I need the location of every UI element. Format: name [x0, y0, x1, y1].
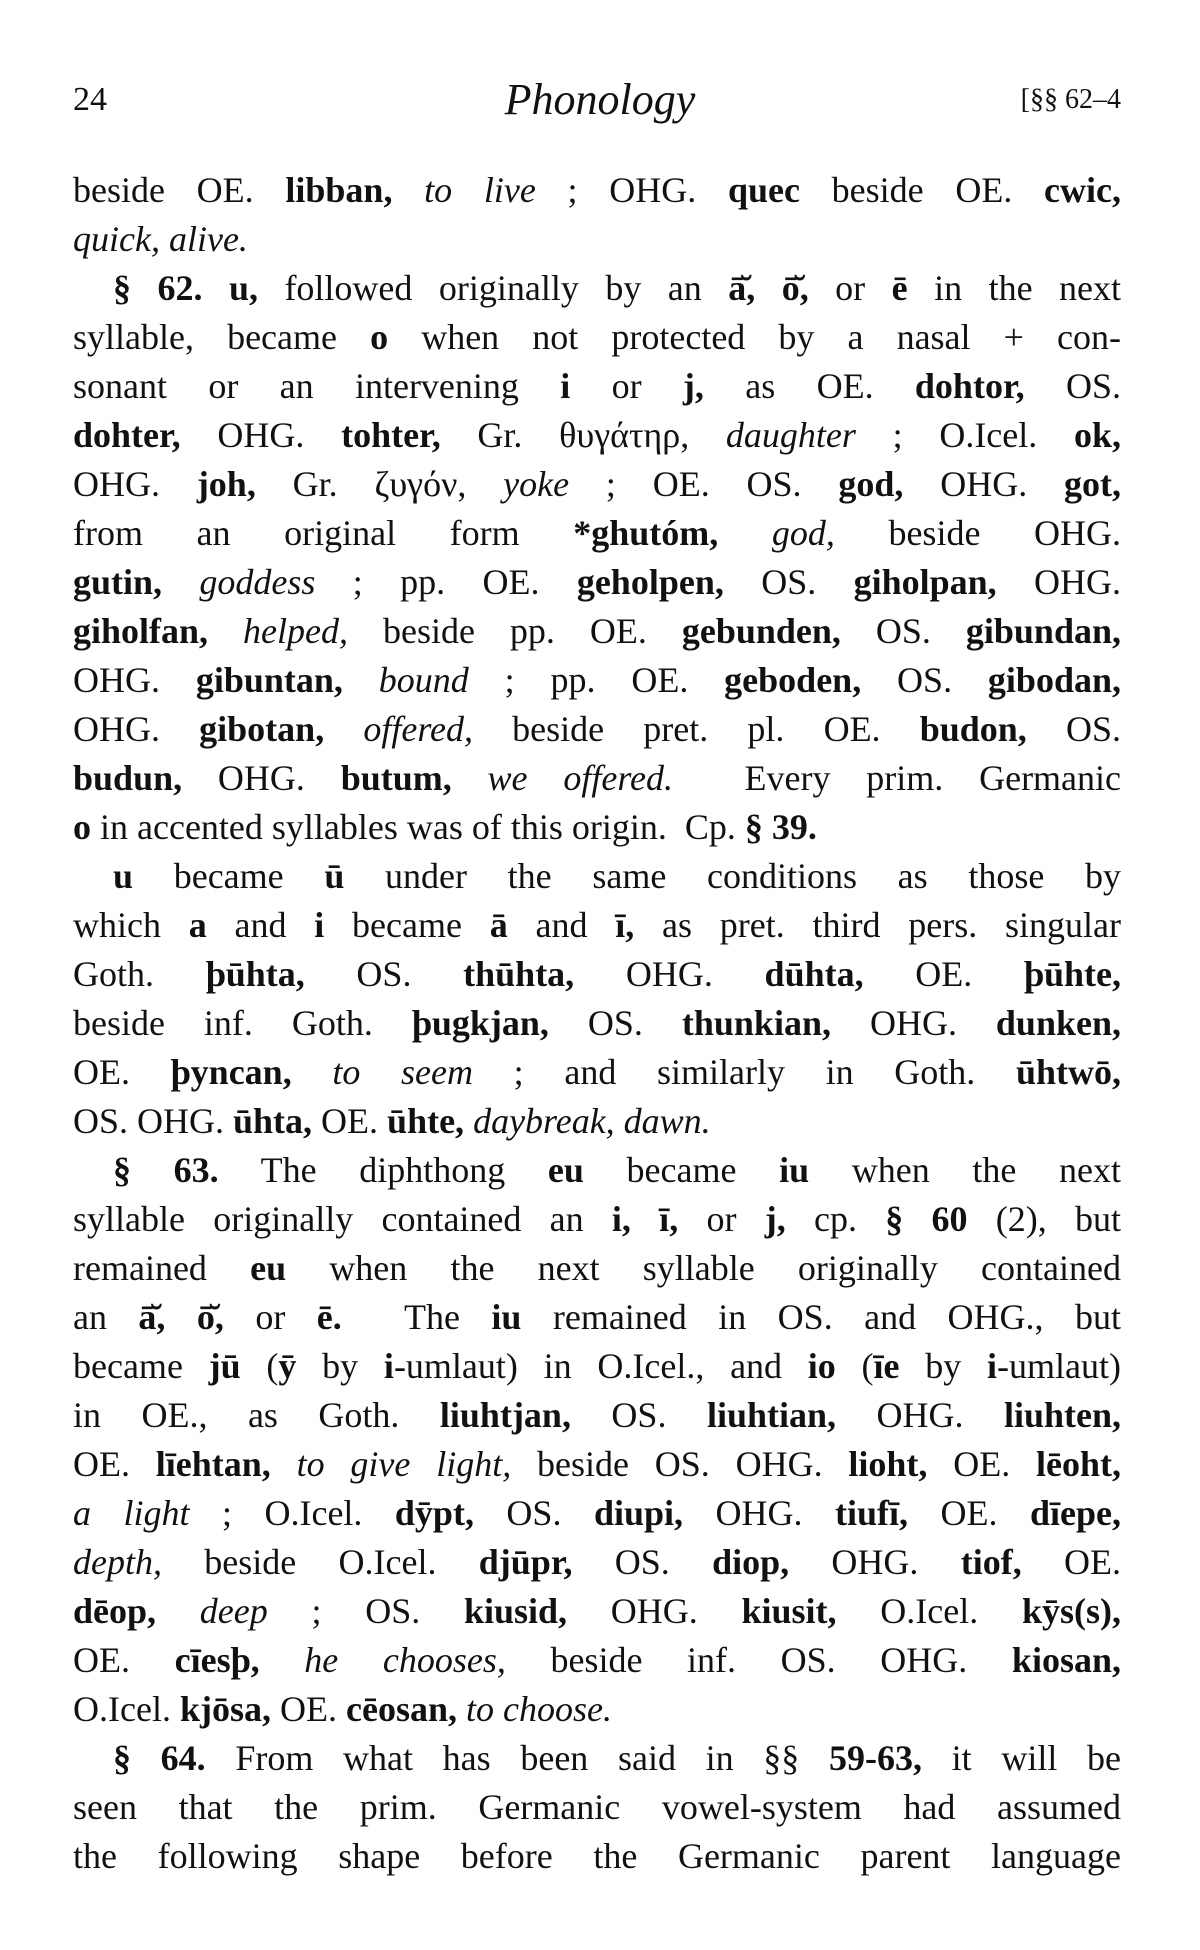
text-run: The: [341, 1297, 492, 1337]
text-run: OHG.: [830, 1003, 996, 1043]
text-line-content: [73, 215, 248, 264]
bold-term: geholpen,: [576, 562, 724, 602]
bold-term: dīepe,: [1029, 1493, 1121, 1533]
text-line: [73, 754, 1121, 803]
bold-term: got,: [1064, 464, 1122, 504]
bold-term: butum,: [340, 758, 452, 798]
bold-term: iu: [779, 1150, 810, 1190]
italic-gloss: god,: [771, 513, 835, 553]
text-run: OS.: [572, 1542, 713, 1582]
text-line-content: [73, 1538, 1121, 1587]
text-run: beside OS. OHG.: [511, 1444, 849, 1484]
text-run: OE.: [908, 1493, 1030, 1533]
bold-term: īe: [873, 1346, 900, 1386]
bold-term: § 60: [885, 1199, 968, 1239]
text-line: [73, 1734, 1121, 1783]
text-run: OHG.: [836, 1395, 1004, 1435]
text-run: [156, 1591, 200, 1631]
text-run: when the next: [809, 1150, 1122, 1190]
text-run: it will be: [921, 1738, 1121, 1778]
text-line-content: [73, 1342, 1121, 1391]
bold-term: o: [370, 317, 389, 357]
text-line-content: [73, 705, 1121, 754]
text-run: OS.: [1024, 366, 1121, 406]
text-line: [73, 558, 1121, 607]
text-run: sonant or an intervening: [73, 366, 561, 406]
bold-term: cēosan,: [345, 1689, 457, 1729]
text-run: seen that the prim. Germanic vowel-system had assumed: [73, 1787, 1121, 1827]
italic-gloss: to seem: [332, 1052, 474, 1092]
bold-term: § 63.: [113, 1150, 219, 1190]
text-run: O.Icel.: [73, 1689, 180, 1729]
bold-term: j,: [682, 366, 704, 406]
text-line-content: [73, 362, 1121, 411]
text-line-content: [73, 313, 1121, 362]
text-run: OE.: [312, 1101, 388, 1141]
text-run: OHG.: [180, 415, 342, 455]
text-line: [73, 999, 1121, 1048]
italic-gloss: helped,: [243, 611, 348, 651]
text-line-content: [73, 803, 817, 852]
text-run: in OE., as Goth.: [73, 1395, 440, 1435]
text-line-content: [113, 264, 1121, 313]
text-run: Every prim. Germanic: [672, 758, 1122, 798]
text-line-content: [113, 852, 1121, 901]
text-run: OS.: [570, 1395, 707, 1435]
text-run: -umlaut): [997, 1346, 1122, 1386]
text-line-content: [73, 1244, 1121, 1293]
text-line: [73, 1636, 1121, 1685]
text-line: [73, 705, 1121, 754]
text-line-content: [73, 1636, 1121, 1685]
bold-term: dohtor,: [914, 366, 1025, 406]
bold-term: u: [113, 856, 134, 896]
text-run: or: [808, 268, 892, 308]
text-run: OE.: [270, 1689, 346, 1729]
italic-gloss: daughter: [725, 415, 856, 455]
text-line-content: [113, 1734, 1121, 1783]
bold-term: dēop,: [73, 1591, 157, 1631]
bold-term: j,: [764, 1199, 786, 1239]
text-run: OE.: [73, 1640, 175, 1680]
text-run: ; pp. OE.: [468, 660, 725, 700]
bold-term: diupi,: [593, 1493, 684, 1533]
text-line: [73, 362, 1121, 411]
text-line: [73, 1783, 1121, 1832]
text-run: under the same conditions as those by: [344, 856, 1121, 896]
bold-term: kiosan,: [1011, 1640, 1121, 1680]
text-run: beside O.Icel.: [161, 1542, 479, 1582]
text-line: [73, 1293, 1121, 1342]
text-run: OHG.: [182, 758, 341, 798]
text-line-content: [73, 901, 1121, 950]
text-run: as pret. third pers. singular: [634, 905, 1121, 945]
italic-gloss: depth,: [73, 1542, 162, 1582]
italic-gloss: daybreak, dawn.: [473, 1101, 711, 1141]
bold-term: budon,: [919, 709, 1027, 749]
bold-term: § 62. u,: [113, 268, 258, 308]
text-run: OS.: [861, 660, 988, 700]
italic-gloss: to choose.: [465, 1689, 612, 1729]
italic-gloss: to live: [424, 170, 536, 210]
bold-term: ā̆, ō̆,: [138, 1297, 224, 1337]
bold-term: iu: [491, 1297, 522, 1337]
bold-term: *ghutóm,: [573, 513, 719, 553]
text-line: [73, 1587, 1121, 1636]
text-line-content: [73, 166, 1121, 215]
text-line: [73, 1538, 1121, 1587]
text-line: [73, 852, 1121, 901]
text-run: [343, 660, 379, 700]
bold-term: o: [73, 807, 91, 847]
text-run: OS. OHG.: [73, 1101, 234, 1141]
bold-term: giholpan,: [853, 562, 997, 602]
text-line: [73, 1685, 1121, 1734]
text-run: [452, 758, 488, 798]
text-run: [718, 513, 772, 553]
text-run: OS.: [473, 1493, 594, 1533]
text-run: became: [73, 1346, 209, 1386]
text-run: from an original form: [73, 513, 574, 553]
text-line: [73, 1244, 1121, 1293]
text-run: in accented syllables was of this origin. Cp.: [91, 807, 745, 847]
text-run: became: [324, 905, 490, 945]
italic-gloss: goddess: [199, 562, 316, 602]
text-run: beside inf. Goth.: [73, 1003, 412, 1043]
text-line-content: [73, 411, 1121, 460]
bold-term: eu: [547, 1150, 584, 1190]
text-run: became: [133, 856, 325, 896]
text-run: when not protected by a nasal + con-: [388, 317, 1122, 357]
text-line: [73, 950, 1121, 999]
text-run: The diphthong: [218, 1150, 548, 1190]
text-line-content: [73, 656, 1121, 705]
text-line: [73, 313, 1121, 362]
text-line-content: [73, 1195, 1121, 1244]
text-run: beside OE.: [73, 170, 286, 210]
text-line-content: [73, 1391, 1121, 1440]
bold-term: i: [560, 366, 571, 406]
text-line: [73, 1832, 1121, 1881]
text-run: [260, 1640, 305, 1680]
text-line-content: [73, 558, 1121, 607]
text-run: OHG.: [683, 1493, 835, 1533]
bold-term: joh,: [196, 464, 256, 504]
text-run: [208, 611, 243, 651]
bold-term: ē: [891, 268, 908, 308]
text-line-content: [73, 999, 1121, 1048]
text-run: and: [206, 905, 315, 945]
text-line-content: [73, 509, 1121, 558]
text-run: remained in OS. and OHG., but: [521, 1297, 1121, 1337]
bold-term: i: [987, 1346, 998, 1386]
text-run: the following shape before the Germanic parent language: [73, 1836, 1121, 1876]
bold-term: kiusid,: [463, 1591, 568, 1631]
text-run: beside OE.: [799, 170, 1045, 210]
text-line-content: [73, 754, 1121, 803]
bold-term: liuhtjan,: [439, 1395, 571, 1435]
bold-term: god,: [838, 464, 904, 504]
text-run: ; and similarly in Goth.: [473, 1052, 1016, 1092]
bold-term: libban,: [285, 170, 393, 210]
bold-term: gutin,: [73, 562, 163, 602]
text-run: (: [835, 1346, 874, 1386]
bold-term: jū: [208, 1346, 241, 1386]
text-run: syllable originally contained an: [73, 1199, 612, 1239]
text-run: OHG.: [73, 464, 197, 504]
text-run: ; O.Icel.: [189, 1493, 395, 1533]
text-run: [292, 1052, 333, 1092]
bold-term: þyncan,: [170, 1052, 292, 1092]
bold-term: ū: [324, 856, 345, 896]
text-run: cp.: [785, 1199, 886, 1239]
text-run: OHG.: [903, 464, 1065, 504]
bold-term: tohter,: [341, 415, 441, 455]
text-line-content: [113, 1146, 1121, 1195]
text-run: beside pret. pl. OE.: [473, 709, 920, 749]
bold-term: cwic,: [1044, 170, 1122, 210]
bold-term: dūhta,: [764, 954, 864, 994]
bold-term: þūhte,: [1023, 954, 1121, 994]
bold-term: ī,: [615, 905, 635, 945]
text-run: OE.: [73, 1444, 156, 1484]
bold-term: 59-63,: [828, 1738, 922, 1778]
body-text: [73, 166, 1121, 1881]
bold-term: io: [807, 1346, 836, 1386]
text-run: OS.: [548, 1003, 682, 1043]
bold-term: līehtan,: [155, 1444, 271, 1484]
text-run: Gr. ζυγόν,: [255, 464, 504, 504]
text-run: [271, 1444, 297, 1484]
text-line-content: [73, 950, 1121, 999]
text-run: when the next syllable originally contained: [286, 1248, 1121, 1288]
text-run: ; OHG.: [535, 170, 728, 210]
text-line: [73, 1342, 1121, 1391]
bold-term: i: [383, 1346, 394, 1386]
text-run: OHG.: [574, 954, 765, 994]
bold-term: liuhten,: [1003, 1395, 1121, 1435]
text-line-content: [73, 1293, 1121, 1342]
bold-term: § 64.: [113, 1738, 206, 1778]
bold-term: tiof,: [960, 1542, 1022, 1582]
text-line: [73, 656, 1121, 705]
text-run: OE.: [863, 954, 1024, 994]
bold-term: ūhte,: [387, 1101, 465, 1141]
bold-term: lēoht,: [1036, 1444, 1122, 1484]
bold-term: lioht,: [848, 1444, 928, 1484]
bold-term: ok,: [1073, 415, 1121, 455]
text-line-content: [73, 1440, 1121, 1489]
text-run: OHG.: [73, 709, 200, 749]
text-run: by: [899, 1346, 988, 1386]
bold-term: kiusit,: [741, 1591, 837, 1631]
text-run: as OE.: [703, 366, 915, 406]
bold-term: gebunden,: [681, 611, 841, 651]
bold-term: i: [314, 905, 325, 945]
text-run: OS.: [1026, 709, 1121, 749]
text-line-content: [73, 1685, 612, 1734]
text-line-content: [73, 1587, 1121, 1636]
bold-term: ūhta,: [233, 1101, 313, 1141]
bold-term: i, ī,: [611, 1199, 679, 1239]
bold-term: gibotan,: [199, 709, 325, 749]
bold-term: thūhta,: [463, 954, 575, 994]
text-run: an: [73, 1297, 139, 1337]
bold-term: þūhta,: [205, 954, 305, 994]
text-run: [324, 709, 363, 749]
italic-gloss: a light: [73, 1493, 190, 1533]
bold-term: ā̆, ō̆,: [728, 268, 809, 308]
text-run: OS.: [304, 954, 464, 994]
text-run: [392, 170, 424, 210]
text-run: Goth.: [73, 954, 206, 994]
italic-gloss: bound: [378, 660, 469, 700]
bold-term: ȳ: [278, 1346, 297, 1386]
bold-term: gibodan,: [987, 660, 1121, 700]
text-run: remained: [73, 1248, 251, 1288]
text-line: [73, 1097, 1121, 1146]
text-run: Gr. θυγάτηρ,: [440, 415, 726, 455]
text-run: (: [240, 1346, 279, 1386]
bold-term: dȳpt,: [394, 1493, 474, 1533]
text-line: [73, 215, 1121, 264]
italic-gloss: we offered.: [487, 758, 673, 798]
bold-term: cīesþ,: [174, 1640, 260, 1680]
text-line: [73, 1146, 1121, 1195]
text-line: [73, 803, 1121, 852]
italic-gloss: quick, alive.: [73, 219, 248, 259]
text-line: [73, 901, 1121, 950]
text-run: [162, 562, 199, 602]
text-line-content: [73, 1048, 1121, 1097]
bold-term: budun,: [73, 758, 183, 798]
bold-term: kȳs(s),: [1021, 1591, 1121, 1631]
text-run: in the next: [907, 268, 1121, 308]
bold-term: gibundan,: [965, 611, 1121, 651]
text-run: which: [73, 905, 189, 945]
text-line-content: [73, 1489, 1121, 1538]
text-run: ; O.Icel.: [855, 415, 1074, 455]
italic-gloss: he chooses,: [304, 1640, 506, 1680]
text-run: and: [507, 905, 616, 945]
italic-gloss: yoke: [503, 464, 570, 504]
text-line: [73, 1391, 1121, 1440]
text-run: or: [223, 1297, 317, 1337]
text-line: [73, 264, 1121, 313]
text-line: [73, 509, 1121, 558]
bold-term: giholfan,: [73, 611, 209, 651]
text-line: [73, 607, 1121, 656]
text-run: became: [583, 1150, 780, 1190]
bold-term: ā: [489, 905, 508, 945]
text-run: by: [296, 1346, 384, 1386]
text-line: [73, 1195, 1121, 1244]
bold-term: kjōsa,: [179, 1689, 271, 1729]
text-line-content: [73, 607, 1121, 656]
bold-term: diop,: [712, 1542, 790, 1582]
text-run: OE.: [1021, 1542, 1121, 1582]
bold-term: ē.: [316, 1297, 342, 1337]
bold-term: eu: [250, 1248, 287, 1288]
italic-gloss: offered,: [363, 709, 473, 749]
text-run: (2), but: [967, 1199, 1121, 1239]
text-run: OE.: [927, 1444, 1037, 1484]
bold-term: dunken,: [995, 1003, 1121, 1043]
bold-term: dohter,: [73, 415, 181, 455]
text-line-content: [73, 460, 1121, 509]
text-run: [457, 1689, 466, 1729]
italic-gloss: deep: [199, 1591, 268, 1631]
text-run: OHG.: [996, 562, 1122, 602]
bold-term: quec: [727, 170, 800, 210]
bold-term: þugkjan,: [411, 1003, 549, 1043]
text-line: [73, 411, 1121, 460]
text-run: OHG.: [73, 660, 196, 700]
bold-term: ūhtwō,: [1015, 1052, 1122, 1092]
bold-term: § 39.: [744, 807, 817, 847]
bold-term: a: [188, 905, 207, 945]
text-run: ; pp. OE.: [315, 562, 577, 602]
running-title: Phonology: [504, 75, 696, 124]
bold-term: gibuntan,: [195, 660, 343, 700]
bold-term: geboden,: [724, 660, 862, 700]
text-run: followed originally by an: [257, 268, 729, 308]
text-run: From what has been said in §§: [205, 1738, 829, 1778]
text-line-content: [73, 1097, 711, 1146]
italic-gloss: to give light,: [296, 1444, 512, 1484]
text-run: OHG.: [567, 1591, 742, 1631]
text-line: [73, 460, 1121, 509]
bold-term: liuhtian,: [706, 1395, 836, 1435]
text-run: beside pp. OE.: [348, 611, 682, 651]
text-line: [73, 1489, 1121, 1538]
text-line: [73, 1440, 1121, 1489]
text-line: [73, 1048, 1121, 1097]
text-run: O.Icel.: [836, 1591, 1022, 1631]
text-run: OS.: [723, 562, 854, 602]
text-line-content: [73, 1783, 1121, 1832]
text-run: beside OHG.: [834, 513, 1122, 553]
section-range: [§§ 62–4: [1020, 84, 1121, 115]
text-run: ; OE. OS.: [569, 464, 839, 504]
bold-term: tiufī,: [834, 1493, 908, 1533]
text-run: or: [570, 366, 683, 406]
text-line: [73, 166, 1121, 215]
text-line-content: [73, 1832, 1121, 1881]
text-run: or: [678, 1199, 765, 1239]
bold-term: thunkian,: [681, 1003, 831, 1043]
bold-term: djūpr,: [478, 1542, 573, 1582]
text-run: syllable, became: [73, 317, 371, 357]
text-run: OE.: [73, 1052, 171, 1092]
text-run: -umlaut) in O.Icel., and: [393, 1346, 808, 1386]
text-run: [464, 1101, 473, 1141]
text-run: OHG.: [789, 1542, 961, 1582]
page-number: 24: [73, 81, 107, 118]
text-run: ; OS.: [267, 1591, 464, 1631]
text-run: OS.: [840, 611, 966, 651]
text-run: beside inf. OS. OHG.: [505, 1640, 1012, 1680]
